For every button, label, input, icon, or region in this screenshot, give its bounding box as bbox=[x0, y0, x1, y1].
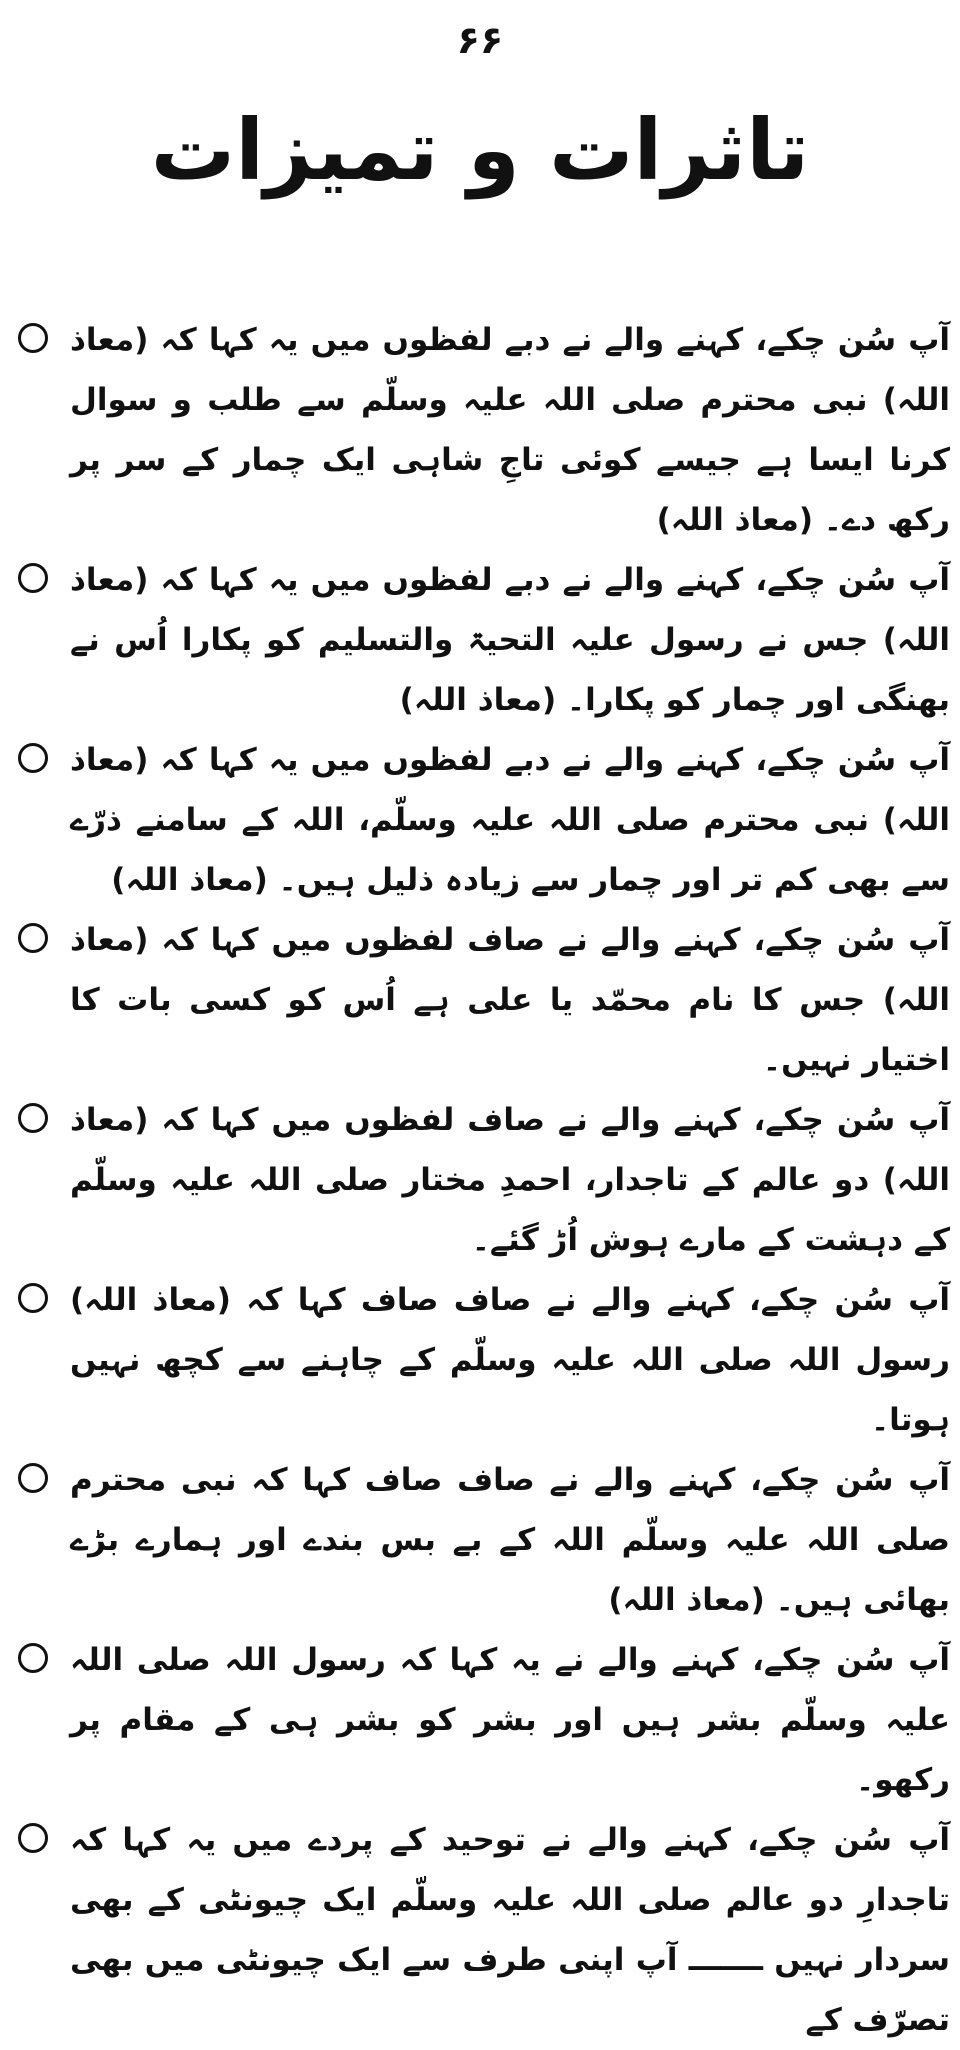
list-item bbox=[10, 1630, 950, 1810]
entry-text: آپ سُن چکے، کہنے والے نے صاف لفظوں میں کہا کہ (معاذ اللہ) دو عالم کے تاجدار، احمدِ مختار صلی اللہ علیہ وسلّم کے دہشت کے مارے ہوش اُڑ گئے۔ bbox=[70, 1102, 950, 1258]
circle-bullet-icon bbox=[18, 743, 48, 773]
list-item bbox=[10, 310, 950, 550]
entry-text: آپ سُن چکے، کہنے والے نے توحید کے پردے میں یہ کہا کہ تاجدارِ دو عالم صلی اللہ علیہ وسلّم ایک چیونٹی کے بھی سردار نہیں ـــــــ آپ اپنی طرف سے ایک چیونٹی میں بھی تصرّف کے bbox=[70, 1822, 950, 2038]
entry-text: آپ سُن چکے، کہنے والے نے دبے لفظوں میں یہ کہا کہ (معاذ اللہ) نبی محترم صلی اللہ علیہ وسلّم سے طلب و سوال کرنا ایسا ہے جیسے کوئی تاجِ شاہی ایک چمار کے سر پر رکھ دے۔ (معاذ اللہ) bbox=[70, 322, 950, 538]
list-item bbox=[10, 1270, 950, 1450]
entry-text: آپ سُن چکے، کہنے والے نے یہ کہا کہ رسول اللہ صلی اللہ علیہ وسلّم بشر ہیں اور بشر کو بشر ہی کے مقام پر رکھو۔ bbox=[70, 1642, 950, 1798]
circle-bullet-icon bbox=[18, 1283, 48, 1313]
list-item bbox=[10, 1810, 950, 2050]
page-number: ۶۶ bbox=[456, 18, 504, 62]
circle-bullet-icon bbox=[18, 923, 48, 953]
list-item bbox=[10, 550, 950, 730]
circle-bullet-icon bbox=[18, 563, 48, 593]
entry-list bbox=[10, 310, 950, 2050]
list-item bbox=[10, 910, 950, 1090]
circle-bullet-icon bbox=[18, 1823, 48, 1853]
entry-text: آپ سُن چکے، کہنے والے نے صاف لفظوں میں کہا کہ (معاذ اللہ) جس کا نام محمّد یا علی ہے اُس کو کسی بات کا اختیار نہیں۔ bbox=[70, 922, 950, 1078]
list-item bbox=[10, 730, 950, 910]
page-title: تاثرات و تمیزات bbox=[150, 101, 810, 199]
entry-text: آپ سُن چکے، کہنے والے نے دبے لفظوں میں یہ کہا کہ (معاذ اللہ) جس نے رسول علیہ التحیۃ والتسلیم کو پکارا اُس نے بھنگی اور چمار کو پکارا۔ (معاذ اللہ) bbox=[70, 562, 950, 718]
circle-bullet-icon bbox=[18, 1463, 48, 1493]
circle-bullet-icon bbox=[18, 1103, 48, 1133]
entry-text: آپ سُن چکے، کہنے والے نے دبے لفظوں میں یہ کہا کہ (معاذ اللہ) نبی محترم صلی اللہ علیہ وسلّم، اللہ کے سامنے ذرّے سے بھی کم تر اور چمار سے زیادہ ذلیل ہیں۔ (معاذ اللہ) bbox=[70, 742, 950, 898]
list-item bbox=[10, 1450, 950, 1630]
list-item bbox=[10, 1090, 950, 1270]
entry-text: آپ سُن چکے، کہنے والے نے صاف صاف کہا کہ نبی محترم صلی اللہ علیہ وسلّم اللہ کے بے بس بندے اور ہمارے بڑے بھائی ہیں۔ (معاذ اللہ) bbox=[70, 1462, 950, 1618]
entry-text: آپ سُن چکے، کہنے والے نے صاف صاف کہا کہ (معاذ اللہ) رسول اللہ صلی اللہ علیہ وسلّم کے چاہنے سے کچھ نہیں ہوتا۔ bbox=[70, 1282, 950, 1438]
circle-bullet-icon bbox=[18, 323, 48, 353]
